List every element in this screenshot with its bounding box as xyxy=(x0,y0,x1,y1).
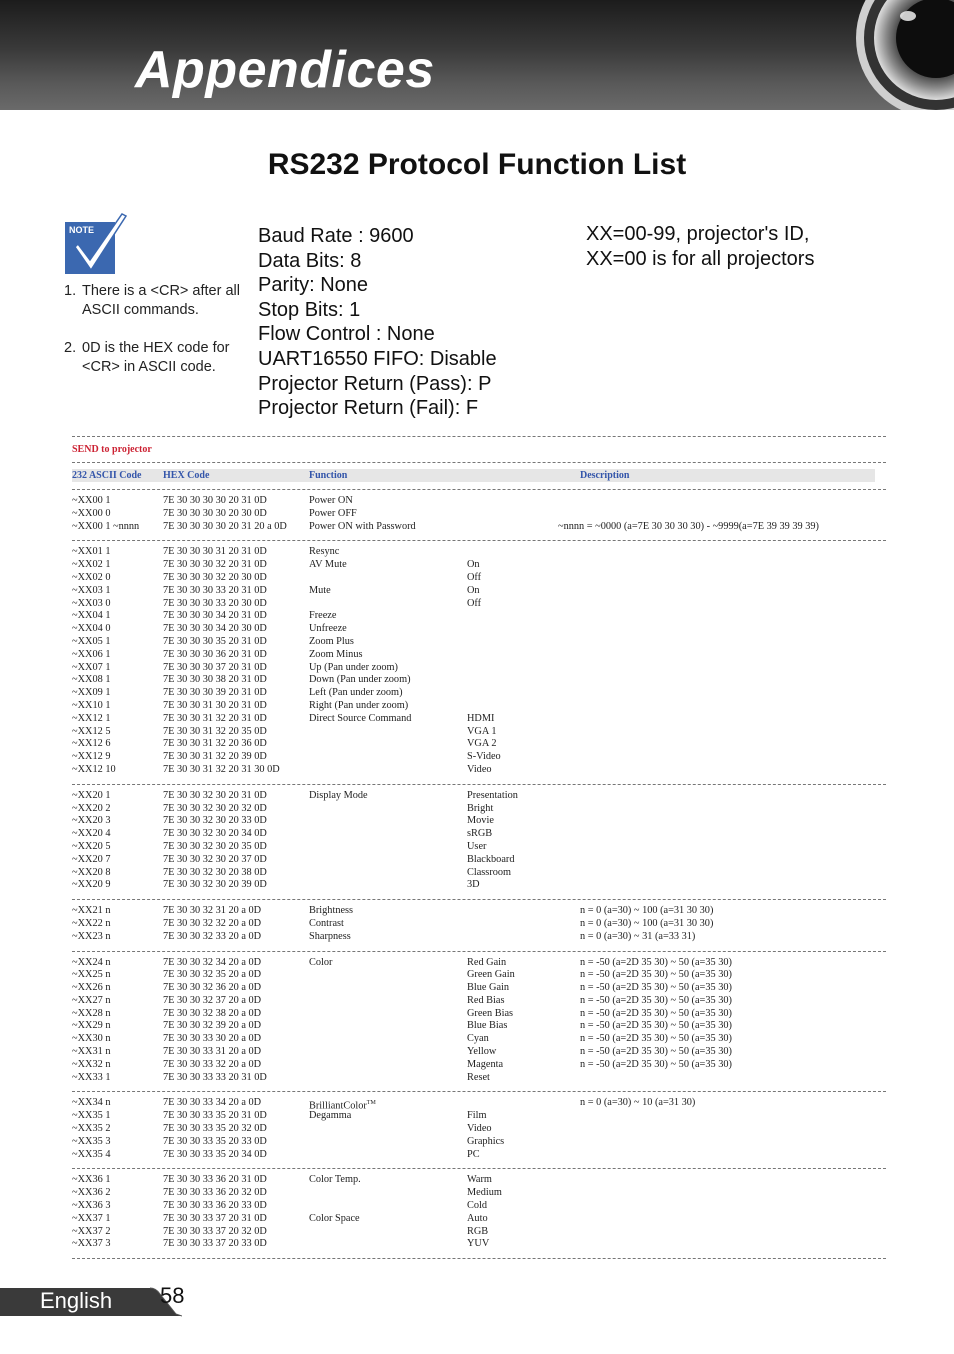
cell-option: sRGB xyxy=(467,828,493,840)
cell-option: Red Bias xyxy=(467,994,505,1006)
setting-data-bits: Data Bits: 8 xyxy=(258,249,362,272)
table-row xyxy=(72,1136,886,1149)
table-row xyxy=(72,1238,886,1251)
cell-hex: 7E 30 30 30 30 20 31 20 a 0D xyxy=(163,520,287,532)
cell-option: User xyxy=(467,840,487,852)
table-row xyxy=(72,1072,886,1085)
setting-uart-fifo: UART16550 FIFO: Disable xyxy=(258,347,497,370)
cell-description: n = -50 (a=2D 35 30) ~ 50 (a=35 30) xyxy=(580,956,732,968)
cell-hex: 7E 30 30 32 31 20 a 0D xyxy=(163,905,262,917)
cell-function: Resync xyxy=(309,546,340,558)
cell-ascii: ~XX36 2 xyxy=(72,1187,111,1199)
table-row xyxy=(72,815,886,828)
footer-language: English xyxy=(40,1288,113,1313)
cell-hex: 7E 30 30 30 32 20 30 0D xyxy=(163,571,267,583)
cell-ascii: ~XX20 8 xyxy=(72,866,111,878)
cell-option: PC xyxy=(467,1148,480,1160)
cell-hex: 7E 30 30 30 39 20 31 0D xyxy=(163,687,267,699)
cell-description: n = 0 (a=30) ~ 10 (a=31 30) xyxy=(580,1097,696,1109)
cell-ascii: ~XX26 n xyxy=(72,982,111,994)
cell-ascii: ~XX20 1 xyxy=(72,789,111,801)
cell-ascii: ~XX04 0 xyxy=(72,623,111,635)
cell-description: n = -50 (a=2D 35 30) ~ 50 (a=35 30) xyxy=(580,1046,732,1058)
cell-hex: 7E 30 30 30 38 20 31 0D xyxy=(163,674,267,686)
table-row xyxy=(72,1033,886,1046)
cell-hex: 7E 30 30 30 33 20 31 0D xyxy=(163,584,267,596)
cell-ascii: ~XX36 3 xyxy=(72,1200,111,1212)
table-row xyxy=(72,495,886,508)
cell-ascii: ~XX03 1 xyxy=(72,584,111,596)
table-row xyxy=(72,790,886,803)
table-row xyxy=(72,508,886,521)
cell-function: Color xyxy=(309,956,333,968)
table-row xyxy=(72,662,886,675)
cell-ascii: ~XX37 1 xyxy=(72,1212,111,1224)
table-row xyxy=(72,905,886,918)
command-group xyxy=(72,541,886,783)
table-row xyxy=(72,674,886,687)
cell-option: Green Bias xyxy=(467,1007,514,1019)
cell-hex: 7E 30 30 33 36 20 33 0D xyxy=(163,1200,267,1212)
cell-hex: 7E 30 30 30 32 20 31 0D xyxy=(163,559,267,571)
cell-hex: 7E 30 30 32 35 20 a 0D xyxy=(163,969,262,981)
cell-function: Mute xyxy=(309,584,331,596)
cell-ascii: ~XX06 1 xyxy=(72,648,111,660)
table-row xyxy=(72,700,886,713)
cell-hex: 7E 30 30 33 35 20 31 0D xyxy=(163,1110,267,1122)
note-number: 2. xyxy=(64,340,77,356)
cell-description: n = 0 (a=30) ~ 100 (a=31 30 30) xyxy=(580,917,714,929)
table-row xyxy=(72,969,886,982)
note-number: 1. xyxy=(64,283,77,299)
page-title: RS232 Protocol Function List xyxy=(267,148,687,181)
cell-function: Power ON xyxy=(309,495,353,506)
column-header: Function xyxy=(309,470,348,481)
command-group xyxy=(72,785,886,899)
cell-ascii: ~XX31 n xyxy=(72,1046,111,1058)
table-row xyxy=(72,1213,886,1226)
table-row xyxy=(72,957,886,970)
cell-hex: 7E 30 30 32 30 20 37 0D xyxy=(163,853,267,865)
cell-ascii: ~XX35 3 xyxy=(72,1135,111,1147)
cell-description: n = -50 (a=2D 35 30) ~ 50 (a=35 30) xyxy=(580,1020,732,1032)
column-header: 232 ASCII Code xyxy=(72,470,142,481)
cell-hex: 7E 30 30 32 37 20 a 0D xyxy=(163,994,262,1006)
table-row xyxy=(72,585,886,598)
table-row xyxy=(72,1046,886,1059)
cell-hex: 7E 30 30 32 30 20 34 0D xyxy=(163,828,267,840)
cell-ascii: ~XX12 1 xyxy=(72,712,111,724)
id-note-line: XX=00-99, projector's ID, xyxy=(586,223,810,245)
cell-description: n = -50 (a=2D 35 30) ~ 50 (a=35 30) xyxy=(580,1033,732,1045)
table-row xyxy=(72,995,886,1008)
cell-ascii: ~XX33 1 xyxy=(72,1071,111,1083)
send-label: SEND to projector xyxy=(72,444,152,455)
cell-hex: 7E 30 30 33 36 20 32 0D xyxy=(163,1187,267,1199)
cell-option: Bright xyxy=(467,802,494,814)
cell-option: Auto xyxy=(467,1212,488,1224)
cell-hex: 7E 30 30 32 30 20 33 0D xyxy=(163,815,267,827)
cell-function: Brightness xyxy=(309,905,354,917)
table-row xyxy=(72,1187,886,1200)
cell-function: Down (Pan under zoom) xyxy=(309,674,411,686)
cell-ascii: ~XX10 1 xyxy=(72,699,111,711)
projector-lens-icon xyxy=(824,0,954,110)
table-row xyxy=(72,521,886,534)
cell-function: Power ON with Password xyxy=(309,520,416,532)
cell-description: n = 0 (a=30) ~ 100 (a=31 30 30) xyxy=(580,905,714,917)
cell-hex: 7E 30 30 32 39 20 a 0D xyxy=(163,1020,262,1032)
cell-function: Color Space xyxy=(309,1212,360,1224)
cell-hex: 7E 30 30 30 31 20 31 0D xyxy=(163,546,267,558)
cell-description: n = -50 (a=2D 35 30) ~ 50 (a=35 30) xyxy=(580,1007,732,1019)
column-header: Description xyxy=(580,470,630,481)
cell-hex: 7E 30 30 32 34 20 a 0D xyxy=(163,956,262,968)
cell-ascii: ~XX36 1 xyxy=(72,1174,111,1186)
setting-stop-bits: Stop Bits: 1 xyxy=(258,298,361,321)
cell-ascii: ~XX12 10 xyxy=(72,763,116,775)
cell-option: S-Video xyxy=(467,751,501,763)
cell-ascii: ~XX00 1 ~nnnn xyxy=(72,520,140,532)
projector-id-note xyxy=(586,222,814,271)
cell-option: Cyan xyxy=(467,1033,489,1045)
cell-hex: 7E 30 30 33 35 20 33 0D xyxy=(163,1135,267,1147)
table-row xyxy=(72,1059,886,1072)
cell-ascii: ~XX35 4 xyxy=(72,1148,111,1160)
cell-function: Contrast xyxy=(309,917,344,929)
cell-ascii: ~XX27 n xyxy=(72,994,111,1006)
cell-description: n = -50 (a=2D 35 30) ~ 50 (a=35 30) xyxy=(580,1058,732,1070)
cell-function: Left (Pan under zoom) xyxy=(309,687,403,699)
cell-function: Freeze xyxy=(309,610,337,622)
table-row xyxy=(72,1020,886,1033)
cell-option: 3D xyxy=(467,879,480,891)
cell-ascii: ~XX20 7 xyxy=(72,853,111,865)
table-row xyxy=(72,982,886,995)
cell-function: Zoom Minus xyxy=(309,648,363,660)
cell-ascii: ~XX24 n xyxy=(72,956,111,968)
cell-ascii: ~XX04 1 xyxy=(72,610,111,622)
table-row xyxy=(72,1008,886,1021)
cell-ascii: ~XX32 n xyxy=(72,1058,111,1070)
table-row xyxy=(72,687,886,700)
cell-ascii: ~XX35 2 xyxy=(72,1123,111,1135)
cell-option: Video xyxy=(467,1123,492,1135)
cell-option: YUV xyxy=(467,1238,490,1250)
cell-option: Red Gain xyxy=(467,956,507,968)
table-row xyxy=(72,751,886,764)
cell-ascii: ~XX08 1 xyxy=(72,674,111,686)
cell-hex: 7E 30 30 31 32 20 36 0D xyxy=(163,738,267,750)
cell-option: Film xyxy=(467,1110,487,1122)
setting-baud-rate: Baud Rate : 9600 xyxy=(258,225,414,247)
cell-option: Green Gain xyxy=(467,969,515,981)
cell-ascii: ~XX20 3 xyxy=(72,815,111,827)
cell-option: On xyxy=(467,559,480,571)
cell-hex: 7E 30 30 31 32 20 31 0D xyxy=(163,712,267,724)
page-number: 58 xyxy=(160,1283,185,1308)
command-group xyxy=(72,1169,886,1258)
cell-hex: 7E 30 30 33 30 20 a 0D xyxy=(163,1033,262,1045)
cell-ascii: ~XX34 n xyxy=(72,1097,111,1109)
note-item xyxy=(64,339,244,377)
cell-ascii: ~XX22 n xyxy=(72,917,111,929)
cell-ascii: ~XX25 n xyxy=(72,969,111,981)
cell-ascii: ~XX12 9 xyxy=(72,751,111,763)
table-row xyxy=(72,1174,886,1187)
cell-option: Warm xyxy=(467,1174,492,1186)
cell-hex: 7E 30 30 33 32 20 a 0D xyxy=(163,1058,262,1070)
cell-ascii: ~XX20 9 xyxy=(72,879,111,891)
cell-function: Right (Pan under zoom) xyxy=(309,699,409,711)
table-row xyxy=(72,546,886,559)
cell-hex: 7E 30 30 31 32 20 35 0D xyxy=(163,725,267,737)
cell-function: Zoom Plus xyxy=(309,635,354,647)
table-row xyxy=(72,1123,886,1136)
cell-function: Display Mode xyxy=(309,789,368,801)
table-row xyxy=(72,610,886,623)
cell-function: BrilliantColor™ xyxy=(309,1100,376,1112)
cell-function: Color Temp. xyxy=(309,1174,361,1186)
cell-hex: 7E 30 30 30 30 20 30 0D xyxy=(163,507,267,519)
cell-option: Blue Gain xyxy=(467,982,510,994)
cell-description: n = -50 (a=2D 35 30) ~ 50 (a=35 30) xyxy=(580,969,732,981)
note-item xyxy=(64,282,244,320)
divider xyxy=(72,1258,886,1259)
cell-hex: 7E 30 30 33 37 20 32 0D xyxy=(163,1225,267,1237)
cell-ascii: ~XX37 3 xyxy=(72,1238,111,1250)
cell-hex: 7E 30 30 33 36 20 31 0D xyxy=(163,1174,267,1186)
cell-option: Video xyxy=(467,763,492,775)
cell-hex: 7E 30 30 30 30 20 31 0D xyxy=(163,495,267,506)
cell-option: RGB xyxy=(467,1225,489,1237)
header-banner xyxy=(0,0,954,110)
note-text: 0D is the HEX code for <CR> in ASCII code. xyxy=(82,340,230,375)
cell-hex: 7E 30 30 30 35 20 31 0D xyxy=(163,635,267,647)
table-row xyxy=(72,803,886,816)
cell-option: Reset xyxy=(467,1071,490,1083)
cell-option: Movie xyxy=(467,815,494,827)
cell-ascii: ~XX29 n xyxy=(72,1020,111,1032)
setting-flow-control: Flow Control : None xyxy=(258,323,435,346)
cell-ascii: ~XX30 n xyxy=(72,1033,111,1045)
cell-hex: 7E 30 30 32 30 20 39 0D xyxy=(163,879,267,891)
cell-ascii: ~XX02 0 xyxy=(72,571,111,583)
cell-ascii: ~XX01 1 xyxy=(72,546,111,558)
cell-option: Cold xyxy=(467,1200,488,1212)
table-row xyxy=(72,713,886,726)
table-row xyxy=(72,1226,886,1239)
column-header: HEX Code xyxy=(163,470,210,481)
cell-hex: 7E 30 30 33 33 20 31 0D xyxy=(163,1071,267,1083)
cell-ascii: ~XX20 2 xyxy=(72,802,111,814)
cell-ascii: ~XX37 2 xyxy=(72,1225,111,1237)
cell-option: Off xyxy=(467,597,482,609)
cell-option: VGA 2 xyxy=(467,738,497,750)
serial-settings xyxy=(258,224,497,421)
table-row xyxy=(72,649,886,662)
cell-hex: 7E 30 30 32 30 20 32 0D xyxy=(163,802,267,814)
cell-ascii: ~XX23 n xyxy=(72,930,111,942)
cell-function: Sharpness xyxy=(309,930,351,942)
table-row xyxy=(72,879,886,892)
cell-ascii: ~XX05 1 xyxy=(72,635,111,647)
cell-description: n = -50 (a=2D 35 30) ~ 50 (a=35 30) xyxy=(580,982,732,994)
cell-hex: 7E 30 30 33 34 20 a 0D xyxy=(163,1097,262,1109)
cell-hex: 7E 30 30 32 38 20 a 0D xyxy=(163,1007,262,1019)
cell-ascii: ~XX21 n xyxy=(72,905,111,917)
table-row xyxy=(72,854,886,867)
command-group xyxy=(72,1092,886,1168)
cell-option: Yellow xyxy=(467,1046,497,1058)
cell-ascii: ~XX20 5 xyxy=(72,840,111,852)
cell-option: Blue Bias xyxy=(467,1020,508,1032)
cell-hex: 7E 30 30 32 36 20 a 0D xyxy=(163,982,262,994)
command-table xyxy=(72,436,886,1259)
cell-ascii: ~XX00 0 xyxy=(72,507,111,519)
cell-hex: 7E 30 30 31 30 20 31 0D xyxy=(163,699,267,711)
cell-hex: 7E 30 30 32 30 20 35 0D xyxy=(163,840,267,852)
setting-parity: Parity: None xyxy=(258,274,369,297)
cell-option: On xyxy=(467,584,480,596)
command-group xyxy=(72,490,886,540)
cell-option: Blackboard xyxy=(467,853,515,865)
command-groups xyxy=(72,490,886,1259)
cell-option: VGA 1 xyxy=(467,725,497,737)
cell-hex: 7E 30 30 31 32 20 39 0D xyxy=(163,751,267,763)
cell-function: Degamma xyxy=(309,1110,352,1122)
cell-description: n = 0 (a=30) ~ 31 (a=33 31) xyxy=(580,930,696,942)
setting-return-pass: Projector Return (Pass): P xyxy=(258,372,492,395)
table-row xyxy=(72,572,886,585)
table-row xyxy=(72,867,886,880)
table-row xyxy=(72,623,886,636)
cell-hex: 7E 30 30 33 37 20 33 0D xyxy=(163,1238,267,1250)
table-header xyxy=(72,463,886,489)
command-group xyxy=(72,952,886,1092)
cell-function: AV Mute xyxy=(309,559,347,571)
table-row xyxy=(72,1110,886,1123)
table-row xyxy=(72,636,886,649)
table-row xyxy=(72,598,886,611)
cell-option: Presentation xyxy=(467,789,518,801)
table-row xyxy=(72,841,886,854)
table-row xyxy=(72,1200,886,1213)
cell-ascii: ~XX12 6 xyxy=(72,738,111,750)
table-row xyxy=(72,1097,886,1110)
table-row xyxy=(72,764,886,777)
cell-hex: 7E 30 30 32 30 20 38 0D xyxy=(163,866,267,878)
cell-ascii: ~XX03 0 xyxy=(72,597,111,609)
cell-hex: 7E 30 30 30 33 20 30 0D xyxy=(163,597,267,609)
cell-hex: 7E 30 30 33 31 20 a 0D xyxy=(163,1046,262,1058)
cell-option: Classroom xyxy=(467,866,512,878)
cell-hex: 7E 30 30 33 37 20 31 0D xyxy=(163,1212,267,1224)
id-note-line: XX=00 is for all projectors xyxy=(586,247,815,270)
cell-ascii: ~XX28 n xyxy=(72,1007,111,1019)
cell-ascii: ~XX20 4 xyxy=(72,828,111,840)
cell-option: Medium xyxy=(467,1187,502,1199)
cell-option: Off xyxy=(467,571,482,583)
note-text: There is a <CR> after all ASCII commands. xyxy=(82,283,240,318)
cell-ascii: ~XX02 1 xyxy=(72,559,111,571)
table-row xyxy=(72,1149,886,1162)
note-checkmark-icon xyxy=(64,210,128,276)
command-group xyxy=(72,900,886,950)
cell-option: Magenta xyxy=(467,1058,504,1070)
cell-hex: 7E 30 30 30 34 20 30 0D xyxy=(163,623,267,635)
cell-hex: 7E 30 30 31 32 20 31 30 0D xyxy=(163,763,280,775)
cell-hex: 7E 30 30 30 37 20 31 0D xyxy=(163,661,267,673)
setting-return-fail: Projector Return (Fail): F xyxy=(258,397,479,420)
cell-hex: 7E 30 30 30 34 20 31 0D xyxy=(163,610,267,622)
cell-function: Direct Source Command xyxy=(309,712,412,724)
note-list xyxy=(64,282,244,396)
cell-ascii: ~XX09 1 xyxy=(72,687,111,699)
cell-option: Graphics xyxy=(467,1135,505,1147)
cell-function: Up (Pan under zoom) xyxy=(309,661,398,673)
cell-ascii: ~XX35 1 xyxy=(72,1110,111,1122)
cell-ascii: ~XX00 1 xyxy=(72,495,111,506)
table-row xyxy=(72,738,886,751)
cell-ascii: ~XX12 5 xyxy=(72,725,111,737)
table-row xyxy=(72,918,886,931)
cell-hex: 7E 30 30 33 35 20 32 0D xyxy=(163,1123,267,1135)
cell-description: ~nnnn = ~0000 (a=7E 30 30 30 30) - ~9999(a=7E 39 39 39 39) xyxy=(558,520,819,532)
cell-hex: 7E 30 30 30 36 20 31 0D xyxy=(163,648,267,660)
cell-function: Power OFF xyxy=(309,507,357,519)
table-row xyxy=(72,559,886,572)
section-title: Appendices xyxy=(135,41,435,99)
svg-text:NOTE: NOTE xyxy=(69,225,95,235)
cell-ascii: ~XX07 1 xyxy=(72,661,111,673)
cell-description: n = -50 (a=2D 35 30) ~ 50 (a=35 30) xyxy=(580,994,732,1006)
cell-hex: 7E 30 30 32 33 20 a 0D xyxy=(163,930,262,942)
table-row xyxy=(72,931,886,944)
cell-hex: 7E 30 30 32 30 20 31 0D xyxy=(163,789,267,801)
table-row xyxy=(72,726,886,739)
cell-hex: 7E 30 30 32 32 20 a 0D xyxy=(163,917,262,929)
table-row xyxy=(72,828,886,841)
cell-hex: 7E 30 30 33 35 20 34 0D xyxy=(163,1148,267,1160)
cell-option: HDMI xyxy=(467,712,495,724)
cell-function: Unfreeze xyxy=(309,623,347,635)
